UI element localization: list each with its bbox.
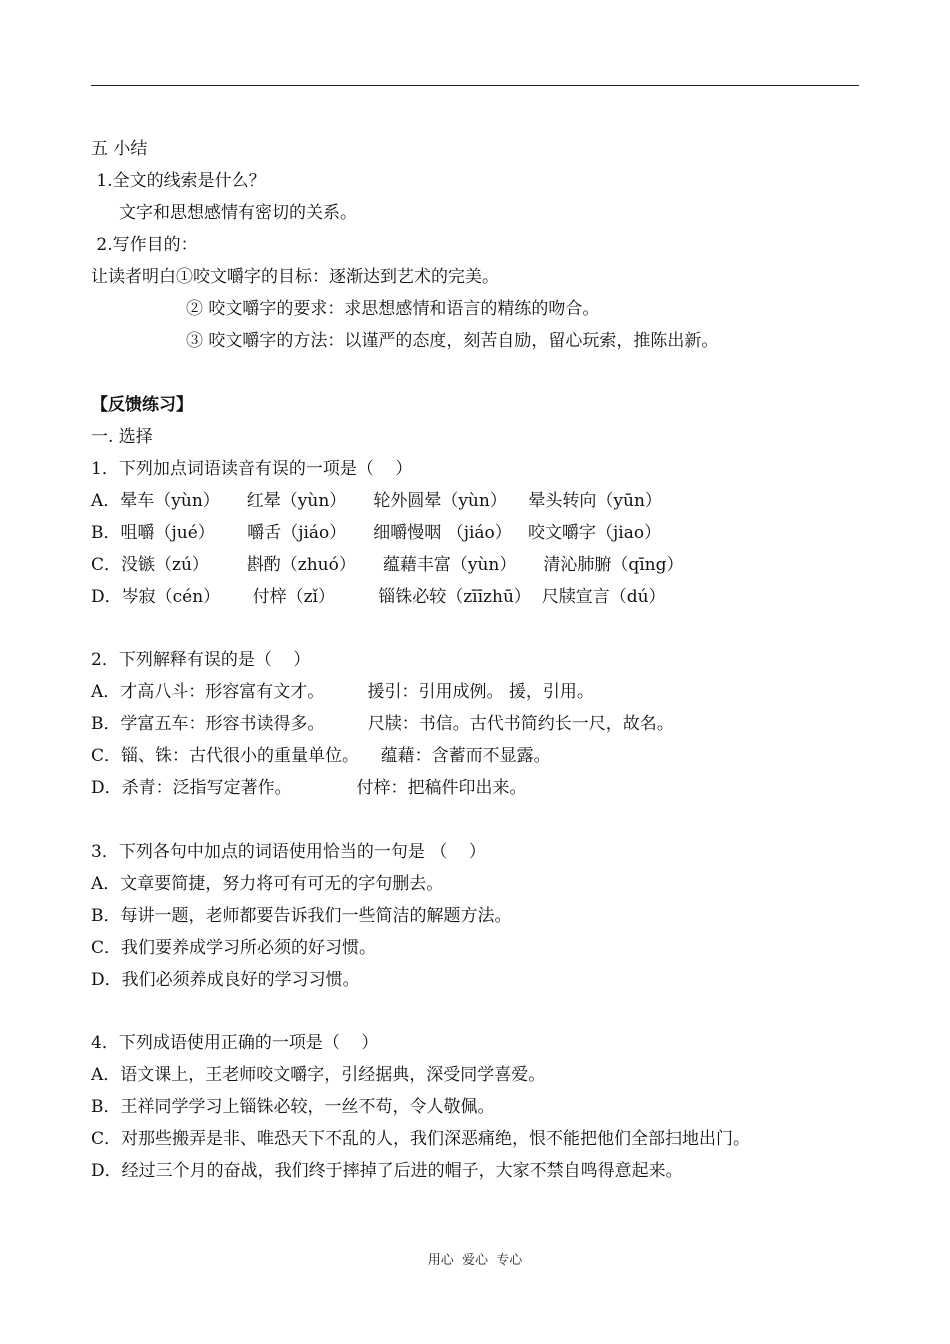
question-3-option-a: A．文章要简捷，努力将可有可无的字句删去。 [91,874,444,894]
page-footer: 用心 爱心 专心 [427,1253,523,1268]
summary-heading: 五 小结 [91,139,148,159]
question-2-stem: 2．下列解释有误的是（ ） [91,650,311,670]
question-4-option-a: A．语文课上，王老师咬文嚼字，引经据典，深受同学喜爱。 [91,1065,546,1085]
question-1-stem: 1．下列加点词语读音有误的一项是（ ） [91,459,413,479]
question-2-option-c: C．锱、铢：古代很小的重量单位。 蕴藉：含蓄而不显露。 [91,746,551,766]
question-3-option-c: C．我们要养成学习所必须的好习惯。 [91,938,377,958]
summary-question-1: 1.全文的线索是什么？ [91,171,266,191]
summary-purpose-3: ③ 咬文嚼字的方法：以谨严的态度，刻苦自励，留心玩索，推陈出新。 [186,331,719,351]
question-1-option-c: C．没镞（zú） 斟酌（zhuó） 蕴藉丰富（yùn） 清沁肺腑（qīng） [91,555,684,575]
summary-answer-1: 文字和思想感情有密切的关系。 [119,203,357,223]
question-3-option-b: B．每讲一题，老师都要告诉我们一些简洁的解题方法。 [91,906,512,926]
practice-heading: 【反馈练习】 [91,395,193,415]
question-2-option-b: B．学富五车：形容书读得多。 尺牍：书信。古代书简约长一尺，故名。 [91,714,674,734]
question-3-option-d: D．我们必须养成良好的学习习惯。 [91,970,360,990]
question-4-option-b: B．王祥同学学习上锱铢必较，一丝不苟，令人敬佩。 [91,1097,495,1117]
question-3-stem: 3．下列各句中加点的词语使用恰当的一句是 （ ） [91,842,486,862]
question-2-option-a: A．才高八斗：形容富有文才。 援引：引用成例。 援，引用。 [91,682,594,702]
question-4-option-d: D．经过三个月的奋战，我们终于摔掉了后进的帽子，大家不禁自鸣得意起来。 [91,1161,683,1181]
practice-section-title: 一. 选择 [91,427,153,447]
header-rule [91,85,859,86]
summary-purpose-2: ② 咬文嚼字的要求：求思想感情和语言的精练的吻合。 [186,299,600,319]
question-4-option-c: C．对那些搬弄是非、唯恐天下不乱的人，我们深恶痛绝，恨不能把他们全部扫地出门。 [91,1129,751,1149]
question-1-option-b: B．咀嚼（jué） 嚼舌（jiáo） 细嚼慢咽 （jiáo） 咬文嚼字（jiao） [91,523,662,543]
summary-question-2: 2.写作目的： [91,235,198,255]
summary-purpose-1: 让读者明白①咬文嚼字的目标：逐渐达到艺术的完美。 [91,267,499,287]
question-2-option-d: D．杀青：泛指写定著作。 付梓：把稿件印出来。 [91,778,527,798]
question-1-option-d: D．岑寂（cén） 付梓（zǐ） 锱铢必较（zīīzhū） 尺牍宣言（dú） [91,587,666,607]
question-1-option-a: A．晕车（yùn） 红晕（yùn） 轮外圆晕（yùn） 晕头转向（yūn） [91,491,662,511]
question-4-stem: 4．下列成语使用正确的一项是（ ） [91,1033,379,1053]
